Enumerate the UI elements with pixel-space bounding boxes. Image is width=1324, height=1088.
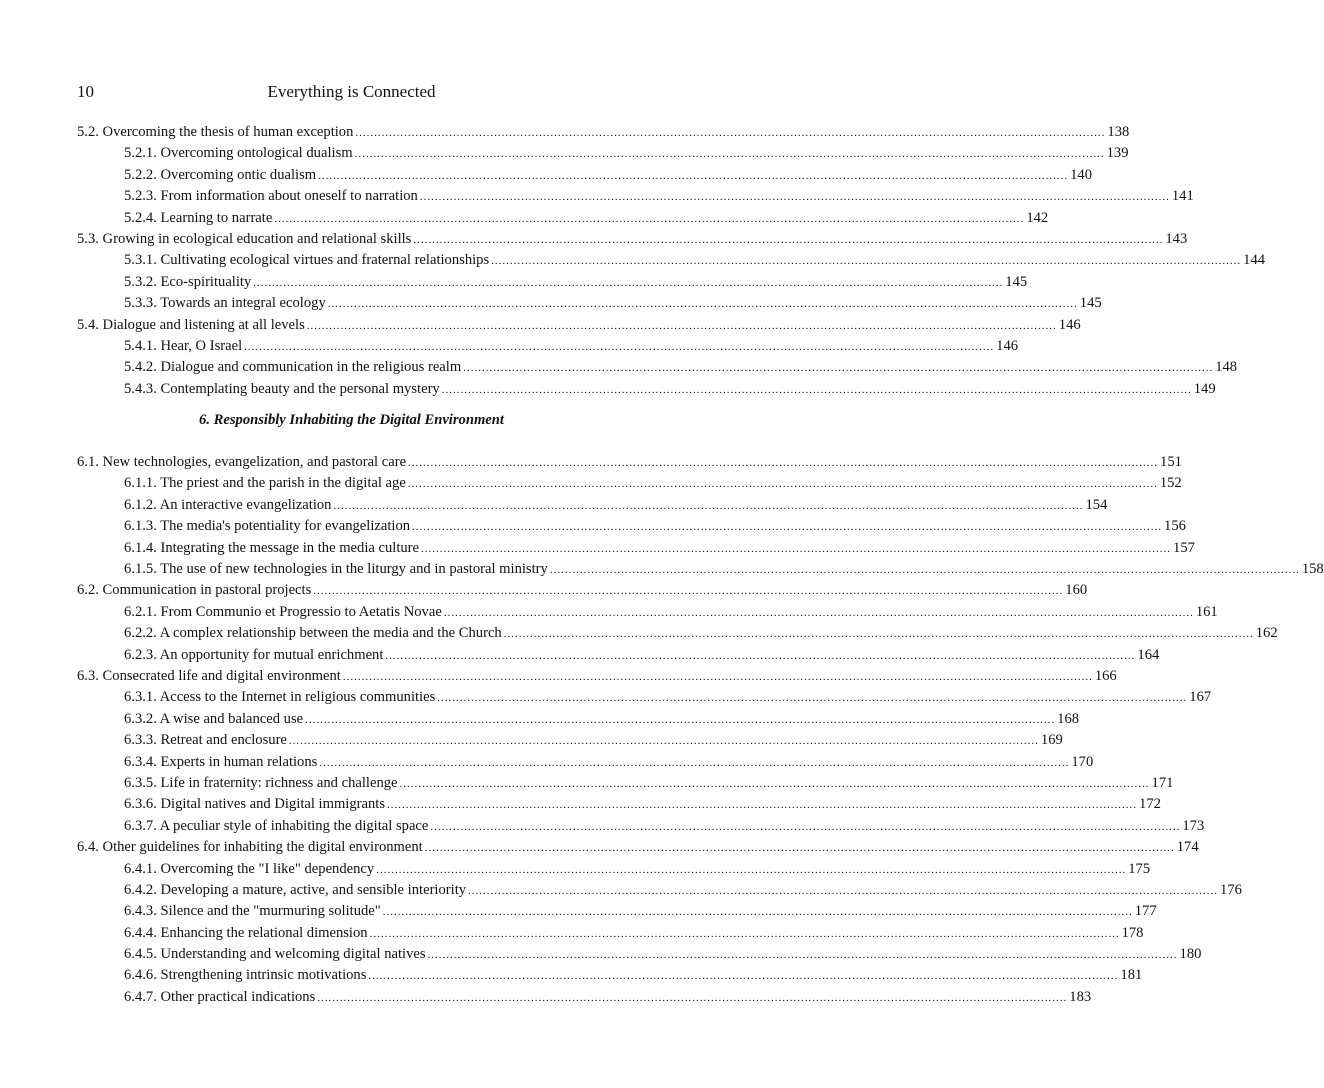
entry-page-number: 145 [1005,273,1028,290]
dot-leader: ........................................................................................................................................................................................................ [382,906,1133,919]
dot-leader: ........................................................................................................................................................................................................ [441,383,1192,396]
running-header [77,82,626,104]
dot-leader: ........................................................................................................................................................................................................ [437,692,1188,705]
toc-subsection-entry[interactable] [77,988,1092,1010]
dot-leader: ........................................................................................................................................................................................................ [407,478,1158,491]
dot-leader: ........................................................................................................................................................................................................ [427,949,1178,962]
dot-leader: ........................................................................................................................................................................................................ [319,756,1070,769]
entry-page-number: 174 [1176,839,1199,856]
toc-subsection-entry[interactable] [77,946,1202,967]
entry-page-number: 154 [1085,496,1108,513]
toc-subsection-entry[interactable] [77,967,1143,988]
entry-title: 6.2.3. An opportunity for mutual enrichment [124,646,384,663]
dot-leader: ........................................................................................................................................................................................................ [413,233,1164,246]
entry-page-number: 142 [1026,209,1049,226]
dot-leader: ........................................................................................................................................................................................................ [306,319,1057,332]
entry-title: 6.3.7. A peculiar style of inhabiting the digital space [124,817,429,834]
entry-title: 5.4. Dialogue and listening at all levels [77,316,305,333]
toc-subsection-entry[interactable] [77,603,1218,625]
toc-subsection-entry[interactable] [77,166,1093,188]
entry-title: 6.2.2. A complex relationship between the media and the Church [124,625,502,642]
dot-leader: ........................................................................................................................................................................................................ [491,255,1242,268]
toc-subsection-entry[interactable] [77,475,1182,496]
entry-page-number: 181 [1120,967,1143,984]
entry-title: 6.3.3. Retreat and enclosure [124,732,287,749]
entry-page-number: 173 [1182,817,1205,834]
dot-leader: ........................................................................................................................................................................................................ [318,169,1069,182]
toc-subsection-entry[interactable] [77,518,1186,539]
running-title: Everything is Connected [267,82,436,101]
dot-leader: ........................................................................................................................................................................................................ [387,799,1138,812]
dot-leader: ........................................................................................................................................................................................................ [354,148,1105,161]
toc-section-entry[interactable] [77,316,1081,338]
entry-title: 6.1. New technologies, evangelization, and pastoral care [77,454,407,471]
entry-page-number: 175 [1128,860,1151,877]
dot-leader: ........................................................................................................................................................................................................ [342,670,1093,683]
toc-subsection-entry[interactable] [77,380,1216,402]
dot-leader: ........................................................................................................................................................................................................ [376,863,1127,876]
entry-title: 6.4. Other guidelines for inhabiting the digital environment [77,839,423,856]
dot-leader: ........................................................................................................................................................................................................ [549,564,1300,577]
entry-title: 6.1.1. The priest and the parish in the digital age [124,475,406,492]
toc-subsection-entry[interactable] [77,646,1160,668]
dot-leader: ........................................................................................................................................................................................................ [419,191,1170,204]
entry-page-number: 158 [1301,561,1324,578]
entry-page-number: 156 [1164,518,1186,535]
entry-page-number: 178 [1121,924,1144,941]
toc-subsection-entry[interactable] [77,625,1278,646]
entry-title: 5.3.1. Cultivating ecological virtues and fraternal relationships [124,252,490,269]
dot-leader: ........................................................................................................................................................................................................ [368,970,1119,983]
toc-subsection-entry[interactable] [77,817,1205,839]
toc-section-entry[interactable] [77,582,1088,603]
entry-page-number: 176 [1220,881,1242,898]
entry-title: 5.4.2. Dialogue and communication in the religious realm [124,359,462,376]
dot-leader: ........................................................................................................................................................................................................ [288,735,1039,748]
entry-page-number: 170 [1071,753,1094,770]
table-of-contents [77,124,1324,1010]
toc-subsection-entry[interactable] [77,881,1242,903]
toc-section-entry[interactable] [77,454,1182,475]
entry-page-number: 167 [1189,689,1212,706]
dot-leader: ........................................................................................................................................................................................................ [313,585,1064,598]
entry-page-number: 149 [1193,380,1216,397]
entry-title: 6.4.7. Other practical indications [124,988,316,1005]
entry-title: 6.3.2. A wise and balanced use [124,710,304,727]
toc-subsection-entry[interactable] [77,860,1151,882]
dot-leader: ........................................................................................................................................................................................................ [385,649,1136,662]
entry-page-number: 168 [1057,710,1080,727]
toc-subsection-entry[interactable] [77,796,1161,817]
entry-page-number: 161 [1195,603,1218,620]
entry-page-number: 148 [1215,359,1238,376]
entry-page-number: 180 [1179,946,1202,963]
toc-subsection-entry[interactable] [77,732,1063,753]
toc-subsection-entry[interactable] [77,561,1324,582]
dot-leader: ........................................................................................................................................................................................................ [421,542,1172,555]
entry-title: 5.2.4. Learning to narrate [124,209,273,226]
entry-title: 6.4.2. Developing a mature, active, and sensible interiority [124,881,467,898]
toc-subsection-entry[interactable] [77,689,1212,710]
entry-page-number: 169 [1040,732,1063,749]
toc-section-entry[interactable] [77,124,1130,145]
toc-subsection-entry[interactable] [77,209,1049,231]
entry-page-number: 139 [1106,145,1129,162]
dot-leader: ........................................................................................................................................................................................................ [253,276,1004,289]
dot-leader: ........................................................................................................................................................................................................ [333,499,1084,512]
entry-page-number: 141 [1171,188,1194,205]
toc-subsection-entry[interactable] [77,145,1129,166]
dot-leader: ........................................................................................................................................................................................................ [430,820,1181,833]
dot-leader: ........................................................................................................................................................................................................ [274,212,1025,225]
entry-title: 5.2. Overcoming the thesis of human exception [77,124,354,140]
entry-page-number: 162 [1255,625,1278,642]
toc-subsection-entry[interactable] [77,273,1028,295]
dot-leader: ........................................................................................................................................................................................................ [244,340,995,353]
dot-leader: ........................................................................................................................................................................................................ [424,842,1175,855]
entry-title: 6.1.3. The media's potentiality for evangelization [124,518,411,535]
entry-page-number: 138 [1107,124,1130,140]
entry-page-number: 140 [1070,166,1093,183]
entry-title: 6.4.5. Understanding and welcoming digital natives [124,946,426,963]
toc-subsection-entry[interactable] [77,924,1144,946]
entry-title: 5.3. Growing in ecological education and relational skills [77,230,412,247]
toc-subsection-entry[interactable] [77,710,1080,732]
dot-leader: ........................................................................................................................................................................................................ [463,362,1214,375]
dot-leader: ........................................................................................................................................................................................................ [408,457,1159,470]
entry-page-number: 151 [1160,454,1182,471]
entry-page-number: 160 [1065,582,1088,599]
entry-page-number: 164 [1137,646,1160,663]
entry-title: 5.2.1. Overcoming ontological dualism [124,145,353,162]
entry-page-number: 143 [1165,230,1188,247]
entry-page-number: 146 [1058,316,1081,333]
entry-title: 5.4.3. Contemplating beauty and the personal mystery [124,380,440,397]
entry-page-number: 166 [1094,667,1117,684]
entry-title: 6.3.5. Life in fraternity: richness and challenge [124,774,398,791]
entry-title: 6.3.1. Access to the Internet in religious communities [124,689,436,706]
entry-title: 6.3.6. Digital natives and Digital immigrants [124,796,386,813]
dot-leader: ........................................................................................................................................................................................................ [468,884,1219,897]
entry-title: 5.2.3. From information about oneself to narration [124,188,418,205]
entry-title: 5.2.2. Overcoming ontic dualism [124,166,317,183]
entry-title: 6.2.1. From Communio et Progressio to Aetatis Novae [124,603,442,620]
chapter-heading: 6. Responsibly Inhabiting the Digital Environment [199,412,504,429]
toc-subsection-entry[interactable] [77,496,1108,518]
entry-page-number: 145 [1079,295,1102,312]
toc-section-entry[interactable] [77,839,1199,860]
entry-title: 6.2. Communication in pastoral projects [77,582,312,599]
entry-title: 6.1.5. The use of new technologies in the liturgy and in pastoral ministry [124,561,548,578]
entry-page-number: 171 [1151,774,1174,791]
toc-subsection-entry[interactable] [77,252,1266,273]
entry-title: 6.3. Consecrated life and digital environment [77,667,341,684]
toc-subsection-entry[interactable] [77,753,1094,775]
entry-title: 6.4.1. Overcoming the "I like" dependency [124,860,375,877]
dot-leader: ........................................................................................................................................................................................................ [327,298,1078,311]
dot-leader: ........................................................................................................................................................................................................ [503,628,1254,641]
entry-title: 5.3.2. Eco-spirituality [124,273,252,290]
toc-section-entry[interactable] [77,230,1188,252]
entry-page-number: 144 [1243,252,1266,269]
dot-leader: ........................................................................................................................................................................................................ [305,713,1056,726]
toc-subsection-entry[interactable] [77,359,1238,380]
entry-page-number: 152 [1159,475,1182,492]
entry-page-number: 157 [1173,539,1195,556]
dot-leader: ........................................................................................................................................................................................................ [369,927,1120,940]
entry-title: 6.3.4. Experts in human relations [124,753,318,770]
entry-title: 6.1.2. An interactive evangelization [124,496,332,513]
toc-subsection-entry[interactable] [77,337,1019,359]
entry-title: 6.1.4. Integrating the message in the media culture [124,539,420,556]
entry-title: 5.4.1. Hear, O Israel [124,337,243,354]
dot-leader: ........................................................................................................................................................................................................ [399,777,1150,790]
dot-leader: ........................................................................................................................................................................................................ [412,521,1163,534]
toc-subsection-entry[interactable] [77,539,1195,561]
entry-page-number: 183 [1069,988,1092,1005]
entry-title: 5.3.3. Towards an integral ecology [124,295,326,312]
entry-title: 6.4.3. Silence and the "murmuring solitude" [124,903,381,920]
toc-subsection-entry[interactable] [77,188,1194,209]
page-number: 10 [77,82,94,101]
dot-leader: ........................................................................................................................................................................................................ [355,127,1106,139]
toc-section-entry[interactable] [77,667,1117,689]
toc-subsection-entry[interactable] [77,774,1174,796]
entry-page-number: 177 [1134,903,1157,920]
toc-subsection-entry[interactable] [77,295,1102,316]
entry-page-number: 146 [996,337,1019,354]
toc-subsection-entry[interactable] [77,903,1157,924]
dot-leader: ........................................................................................................................................................................................................ [443,606,1194,619]
entry-page-number: 172 [1139,796,1161,813]
entry-title: 6.4.6. Strengthening intrinsic motivations [124,967,367,984]
entry-title: 6.4.4. Enhancing the relational dimension [124,924,368,941]
dot-leader: ........................................................................................................................................................................................................ [317,991,1068,1004]
